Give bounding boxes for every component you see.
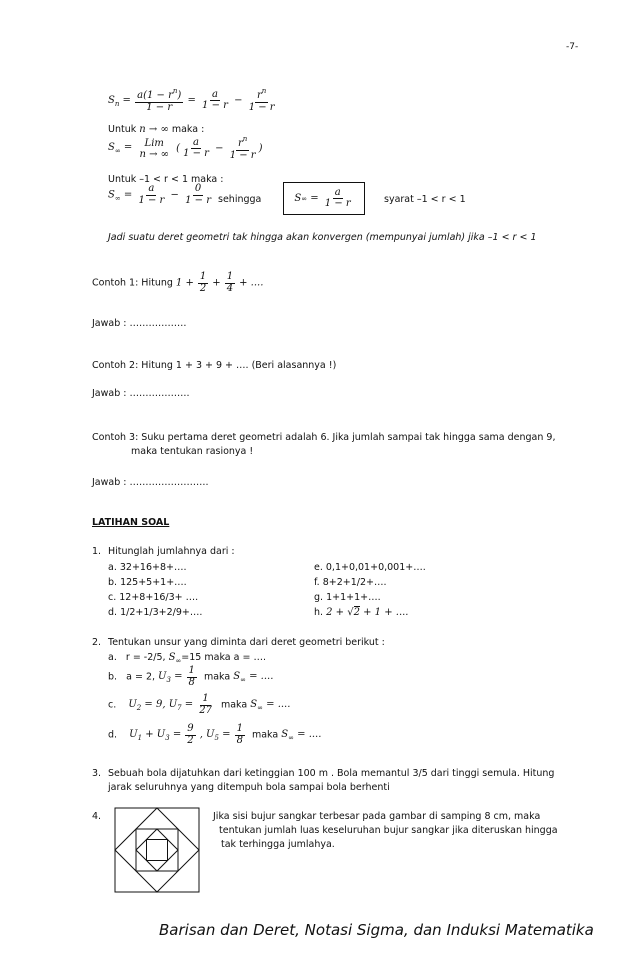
limit-formula: $S_\infty$ = Lim n → ∞ ( $\frac{a}{1 - r}$ − $\frac{r^n}{1 - r}$ ) [108, 135, 263, 161]
jawab-2: Jawab : ………………. [92, 388, 190, 399]
q4-line2: tentukan jumlah luas keseluruhan bujur sangkar jika diteruskan hingga [219, 825, 558, 836]
q2-a: a. r = -2/5, $S_\infty=15$ maka a = …. [108, 652, 266, 665]
q1-number: 1. [92, 546, 102, 557]
conclusion-text: Jadi suatu deret geometri tak hingga akan konvergen (mempunyai jumlah) jika –1 < r < 1 [108, 232, 537, 243]
nested-squares-figure [114, 807, 200, 893]
contoh-2: Contoh 2: Hitung 1 + 3 + 9 + …. (Beri alasannya !) [92, 360, 337, 371]
q1-d: d. 1/2+1/3+2/9+…. [108, 607, 203, 618]
final-formula: $S_\infty$ = $\frac{a}{1 - r}$ − $\frac{0}{1 - r}$ [108, 183, 211, 206]
q2-number: 2. [92, 637, 102, 648]
q2-c: c. $U_2 = 9$, $U_7$ = $\frac{1}{27}$ maka $S_\infty$ = .... [108, 693, 291, 716]
page-number: -7- [566, 42, 579, 52]
q1-text: Hitunglah jumlahnya dari : [108, 546, 235, 557]
q1-h: h. 2 + √2 + 1 + .... [314, 607, 409, 618]
q4-line3: tak terhingga jumlahya. [221, 839, 335, 850]
q1-e: e. 0,1+0,01+0,001+…. [314, 562, 426, 573]
square-4 [136, 829, 178, 871]
q1-f: f. 8+2+1/2+…. [314, 577, 387, 588]
q4-line1: Jika sisi bujur sangkar terbesar pada gambar di samping 8 cm, maka [213, 811, 541, 822]
sehingga-text: sehingga [218, 194, 262, 205]
footer-title: Barisan dan Deret, Notasi Sigma, dan Induksi Matematika [159, 921, 594, 939]
untuk-r-condition: Untuk –1 < r < 1 maka : [108, 174, 224, 185]
q1-g: g. 1+1+1+…. [314, 592, 381, 603]
q4-number: 4. [92, 811, 102, 822]
square-5 [147, 840, 168, 861]
q2-b: b. a = 2, $U_3$ = $\frac{1}{8}$ maka $S_\infty$ = .... [108, 665, 274, 688]
square-2 [115, 808, 199, 892]
square-1 [115, 808, 199, 892]
jawab-3: Jawab : ……………………. [92, 477, 209, 488]
q1-b: b. 125+5+1+…. [108, 577, 187, 588]
jawab-1: Jawab : ……………… [92, 318, 187, 329]
sn-formula: $S_n$ = $\frac{a(1 - r^n)}{1 - r}$ = $\frac{a}{1 - r}$ − $\frac{r^n}{1 - r}$ [108, 87, 275, 113]
q1-a: a. 32+16+8+…. [108, 562, 187, 573]
boxed-sum-formula: S ∞ = $\frac{a}{1 - r}$ [283, 182, 365, 215]
untuk-n-infinity: Untuk n → ∞ maka : [108, 124, 205, 135]
q2-text: Tentukan unsur yang diminta dari deret geometri berikut : [108, 637, 385, 648]
q3-number: 3. [92, 768, 102, 779]
latihan-heading: LATIHAN SOAL [92, 517, 170, 528]
q2-d: d. $U_1 + U_3$ = $\frac{9}{2}$ , $U_5$ = $\frac{1}{8}$ maka $S_\infty$ = .... [108, 723, 322, 746]
q3-line1: Sebuah bola dijatuhkan dari ketinggian 100 m . Bola memantul 3/5 dari tinggi semula. Hitung [108, 768, 555, 779]
square-3 [136, 829, 178, 871]
contoh-3-line1: Contoh 3: Suku pertama deret geometri adalah 6. Jika jumlah sampai tak hingga sama dengan 9, [92, 432, 556, 443]
contoh-1: Contoh 1: Hitung 1 + $\frac{1}{2}$ + $\frac{1}{4}$ + .... [92, 271, 264, 294]
syarat-text: syarat –1 < r < 1 [384, 194, 466, 205]
q1-c: c. 12+8+16/3+ …. [108, 592, 199, 603]
contoh-3-line2: maka tentukan rasionya ! [131, 446, 254, 457]
q3-line2: jarak seluruhnya yang ditempuh bola sampai bola berhenti [108, 782, 390, 793]
